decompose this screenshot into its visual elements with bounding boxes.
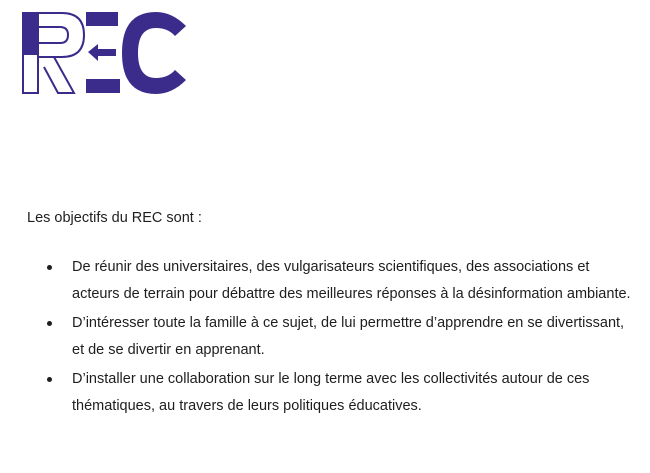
bullet-icon — [47, 265, 52, 270]
objective-text: D’installer une collaboration sur le long terme avec les collectivités autour de ces thématiques, au travers de leurs politiques éducatives. — [72, 371, 590, 414]
bullet-icon — [47, 321, 52, 326]
objective-text: D’intéresser toute la famille à ce sujet, de lui permettre d’apprendre en se divertissant, et de se divertir en apprenant. — [72, 315, 625, 358]
list-item — [27, 366, 637, 420]
rec-logo-graphic — [22, 12, 190, 94]
list-item — [27, 254, 637, 308]
objectives-list — [27, 254, 637, 422]
rec-logo — [22, 12, 190, 94]
intro-text: Les objectifs du REC sont : — [27, 210, 202, 226]
list-item — [27, 310, 637, 364]
bullet-icon — [47, 377, 52, 382]
objective-text: De réunir des universitaires, des vulgarisateurs scientifiques, des associations et acteurs de terrain pour débattre des meilleures réponses à la désinformation ambiante. — [72, 259, 631, 302]
